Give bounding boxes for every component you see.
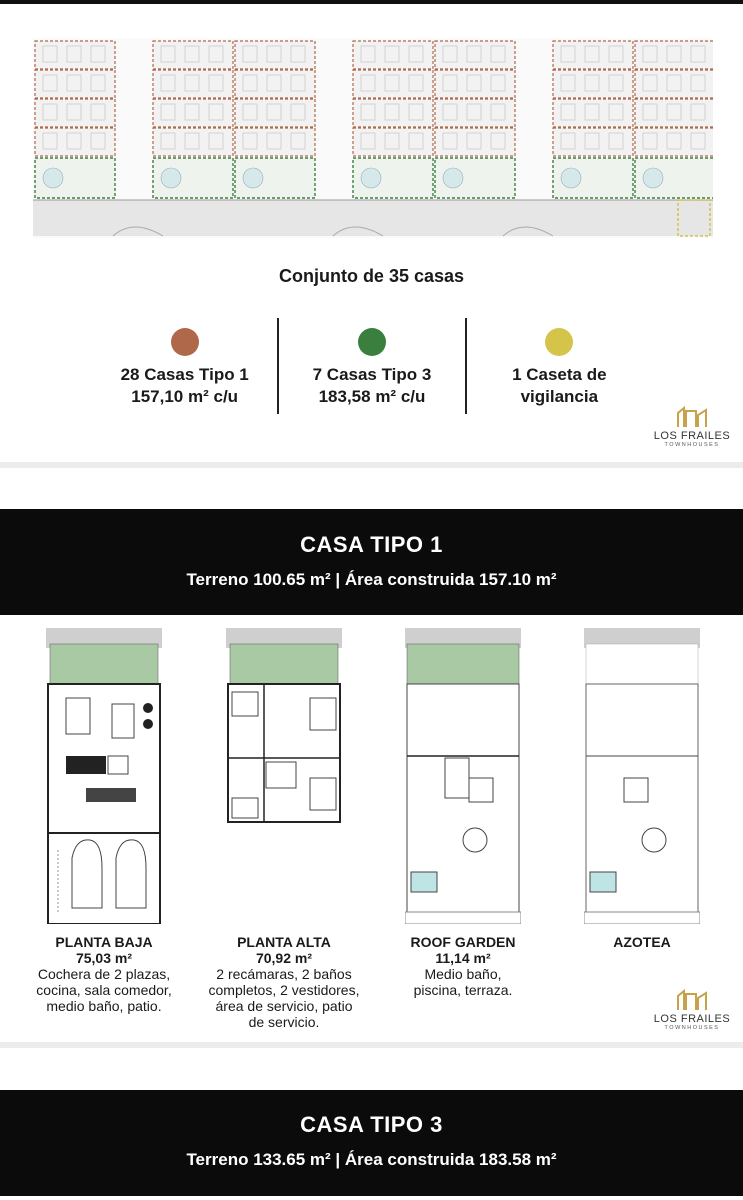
tipo3-header	[0, 1090, 743, 1196]
legend-label: 28 Casas Tipo 1 157,10 m² c/u	[120, 365, 249, 406]
house-tipo1	[353, 99, 433, 127]
tipo3-subtitle: Terreno 133.65 m² | Área construida 183.58 m²	[186, 1150, 557, 1169]
caption-planta-baja: PLANTA BAJA 75,03 m² Cochera de 2 plazas, cocina, sala comedor, medio baño, patio.	[36, 934, 172, 1014]
caption-roof-garden: ROOF GARDEN 11,14 m² Medio baño, piscina, terraza.	[410, 934, 516, 998]
logo-los-frailes: LOS FRAILES TOWNHOUSES	[652, 988, 732, 1028]
house-tipo1	[35, 41, 115, 69]
house-tipo1	[635, 70, 713, 98]
caption-planta-alta: PLANTA ALTA 70,92 m² 2 recámaras, 2 baños completos, 2 vestidores, área de servicio, patio de servicio.	[208, 934, 360, 1030]
house-tipo1	[553, 99, 633, 127]
tipo1-subtitle: Terreno 100.65 m² | Área construida 157.10 m²	[186, 570, 557, 589]
house-tipo1	[235, 70, 315, 98]
logo-icon	[674, 405, 710, 429]
legend-item-tipo1	[92, 318, 277, 414]
tipo3-title: CASA TIPO 3	[300, 1112, 443, 1137]
floor-plans	[0, 628, 743, 928]
legend-label: 7 Casas Tipo 3 183,58 m² c/u	[312, 365, 432, 406]
tipo1-header	[0, 509, 743, 615]
house-tipo1	[353, 128, 433, 156]
logo-los-frailes: LOS FRAILES TOWNHOUSES	[652, 405, 732, 445]
house-tipo1	[35, 128, 115, 156]
plan-roof-garden	[405, 628, 521, 924]
tree-icon	[561, 168, 581, 188]
house-tipo1	[553, 41, 633, 69]
plan-planta-baja	[46, 628, 162, 924]
legend-dot-green	[358, 328, 386, 356]
caption-azotea: AZOTEA	[613, 934, 671, 950]
house-tipo1	[553, 128, 633, 156]
legend	[92, 318, 652, 414]
house-tipo1	[353, 41, 433, 69]
tipo1-title: CASA TIPO 1	[300, 532, 443, 557]
house-tipo1	[353, 70, 433, 98]
house-tipo1	[235, 128, 315, 156]
plan-azotea	[584, 628, 700, 924]
tree-icon	[361, 168, 381, 188]
logo-icon	[674, 988, 710, 1012]
legend-item-tipo3	[279, 318, 464, 414]
house-tipo1	[435, 41, 515, 69]
house-tipo1	[635, 41, 713, 69]
site-caption: Conjunto de 35 casas	[278, 266, 465, 286]
section-separator	[0, 462, 743, 468]
tree-icon	[243, 168, 263, 188]
top-bar	[0, 0, 743, 4]
house-tipo1	[435, 70, 515, 98]
legend-dot-yellow	[545, 328, 573, 356]
tree-icon	[443, 168, 463, 188]
house-tipo1	[435, 99, 515, 127]
house-tipo1	[235, 99, 315, 127]
house-tipo1	[153, 41, 233, 69]
tree-icon	[43, 168, 63, 188]
site-plan	[33, 38, 713, 238]
legend-item-caseta	[467, 318, 652, 414]
house-tipo1	[635, 128, 713, 156]
house-tipo1	[635, 99, 713, 127]
tree-icon	[161, 168, 181, 188]
house-tipo1	[35, 70, 115, 98]
legend-label: 1 Caseta de vigilancia	[512, 365, 607, 406]
house-tipo1	[153, 128, 233, 156]
house-tipo1	[153, 70, 233, 98]
section-separator	[0, 1042, 743, 1048]
plan-planta-alta	[226, 628, 342, 924]
house-tipo1	[235, 41, 315, 69]
legend-dot-brown	[171, 328, 199, 356]
house-tipo1	[35, 99, 115, 127]
house-tipo1	[435, 128, 515, 156]
tree-icon	[643, 168, 663, 188]
house-tipo1	[153, 99, 233, 127]
house-tipo1	[553, 70, 633, 98]
